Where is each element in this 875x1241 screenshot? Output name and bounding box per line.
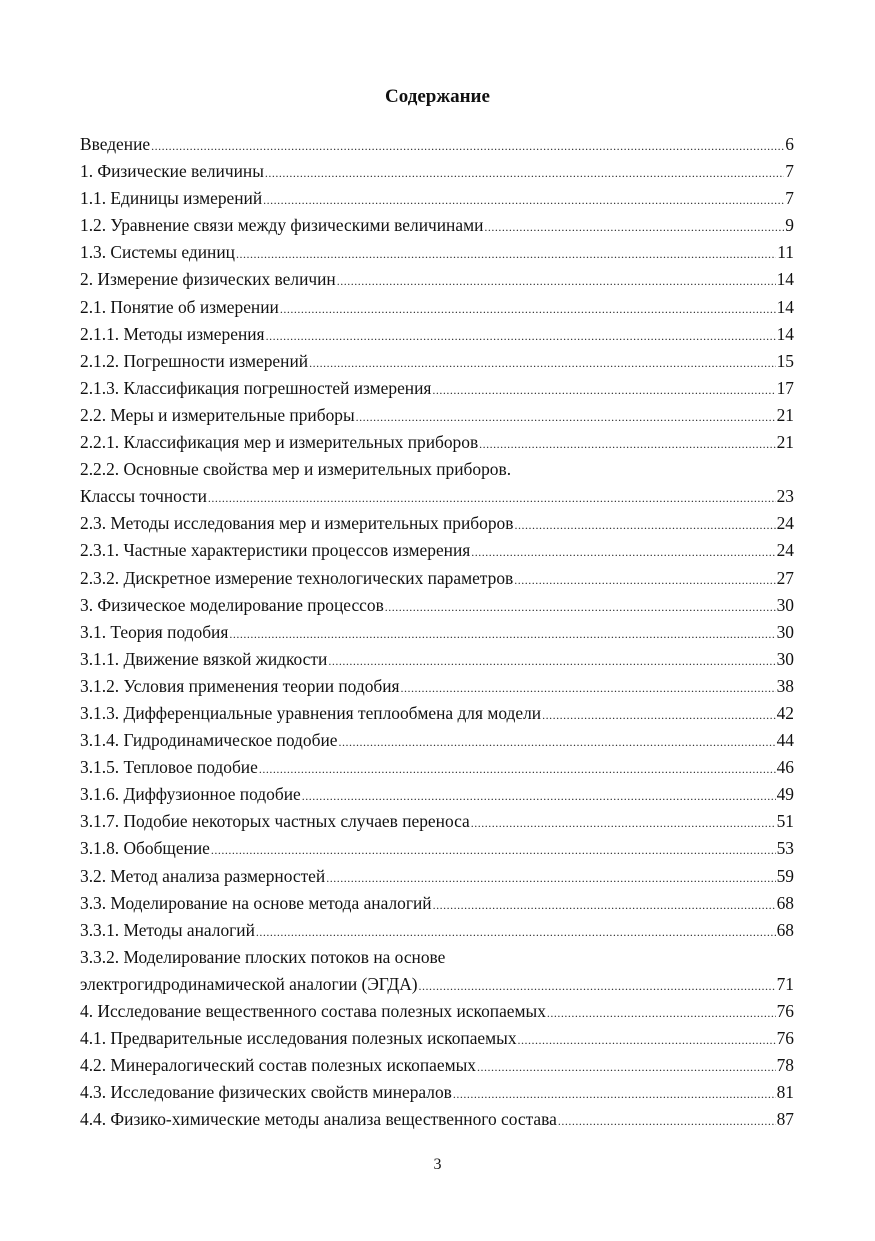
dot-leader	[265, 160, 784, 187]
toc-entry-title: 2.2. Меры и измерительные приборы	[80, 404, 355, 425]
page-number: 3	[433, 1156, 442, 1173]
toc-entry[interactable]	[80, 971, 794, 998]
toc-entry-title: 3.1.5. Тепловое подобие	[80, 757, 258, 778]
toc-entry[interactable]	[80, 700, 794, 727]
toc-entry-title: 4.1. Предварительные исследования полезных ископаемых	[80, 1028, 517, 1049]
dot-leader	[337, 268, 776, 295]
toc-entry-title: 3.1.3. Дифференциальные уравнения теплообмена для модели	[80, 702, 542, 723]
dot-leader	[266, 323, 776, 350]
toc-entry-page: 42	[776, 702, 794, 723]
toc-entry-title: 2.1.1. Методы измерения	[80, 323, 265, 344]
toc-entry-page: 21	[776, 404, 794, 425]
toc-entry-page: 68	[776, 892, 794, 913]
toc-entry[interactable]	[80, 266, 794, 293]
toc-entry-title: 2.1. Понятие об измерении	[80, 296, 279, 317]
dot-leader	[309, 350, 776, 377]
toc-entry-title: 3.2. Метод анализа размерностей	[80, 865, 326, 886]
dot-leader	[326, 865, 775, 892]
dot-leader	[484, 214, 784, 241]
toc-entry-page: 71	[776, 973, 794, 994]
toc-entry-title: 1.2. Уравнение связи между физическими величинами	[80, 215, 484, 236]
toc-entry-title: 3.1.6. Диффузионное подобие	[80, 784, 301, 805]
toc-entry[interactable]	[80, 185, 794, 212]
dot-leader	[479, 431, 775, 458]
toc-entry-title: 3.3. Моделирование на основе метода аналогий	[80, 892, 432, 913]
toc-entry-page: 23	[776, 486, 794, 507]
toc-entry-page: 59	[776, 865, 794, 886]
toc-entry-title: 4.2. Минералогический состав полезных ископаемых	[80, 1055, 476, 1076]
toc-entry-page: 38	[776, 675, 794, 696]
toc-entry-title: 2.3.1. Частные характеристики процессов измерения	[80, 540, 471, 561]
toc-entry[interactable]	[80, 754, 794, 781]
dot-leader	[256, 919, 776, 946]
dot-leader	[471, 539, 775, 566]
toc-entry-title: 3.3.1. Методы аналогий	[80, 919, 255, 940]
toc-entry[interactable]	[80, 835, 794, 862]
dot-leader	[263, 187, 784, 214]
toc-entry-title: 3.1.4. Гидродинамическое подобие	[80, 730, 338, 751]
toc-entry[interactable]	[80, 646, 794, 673]
toc-entry[interactable]	[80, 131, 794, 158]
toc-entry-page: 53	[776, 838, 794, 859]
toc-entry[interactable]	[80, 483, 794, 510]
toc-entry-title: 4.4. Физико-химические методы анализа вещественного состава	[80, 1109, 557, 1130]
dot-leader	[211, 837, 776, 864]
toc-entry-page: 27	[776, 567, 794, 588]
toc-entry-title: 3.1. Теория подобия	[80, 621, 229, 642]
dot-leader	[453, 1081, 776, 1108]
dot-leader	[433, 892, 776, 919]
toc-entry-page: 14	[776, 269, 794, 290]
toc-entry-title: 4. Исследование вещественного состава полезных ископаемых	[80, 1001, 546, 1021]
toc-entry-page: 24	[776, 540, 794, 561]
dot-leader	[280, 296, 776, 323]
toc-entry[interactable]	[80, 1079, 794, 1106]
toc-entry[interactable]	[80, 808, 794, 835]
dot-leader	[385, 594, 776, 621]
toc-entry-page: 17	[776, 377, 794, 398]
toc-entry-title: 2.1.3. Классификация погрешностей измерения	[80, 377, 432, 398]
toc-entry[interactable]	[80, 673, 794, 700]
toc-entry-page: 30	[776, 594, 794, 615]
toc-entry-page: 78	[776, 1055, 794, 1076]
toc-entry-title: 3.1.2. Условия применения теории подобия	[80, 675, 400, 696]
toc-entry[interactable]	[80, 239, 794, 266]
dot-leader	[514, 512, 775, 539]
toc-entry-title: 3.1.7. Подобие некоторых частных случаев переноса	[80, 811, 470, 832]
toc-entry-title: 2.2.2. Основные свойства мер и измерительных приборов.	[80, 459, 512, 480]
dot-leader	[432, 377, 775, 404]
dot-leader	[328, 648, 775, 675]
dot-leader	[514, 567, 775, 594]
toc-entry-title: 3.3.2. Моделирование плоских потоков на основе	[80, 946, 446, 967]
toc-entry-title: 1.3. Системы единиц	[80, 242, 235, 263]
dot-leader	[302, 783, 776, 810]
dot-leader	[477, 1054, 776, 1081]
toc-entry-page: 30	[776, 648, 794, 669]
toc-entry[interactable]	[80, 537, 794, 564]
toc-entry[interactable]	[80, 565, 794, 592]
toc-entry-page: 6	[785, 134, 794, 154]
toc-entry-page: 7	[785, 188, 794, 209]
dot-leader	[558, 1108, 776, 1135]
toc-entry[interactable]	[80, 1106, 794, 1133]
page-title: Содержание	[385, 86, 490, 107]
dot-leader	[151, 133, 784, 160]
toc-entry[interactable]	[80, 158, 794, 185]
toc-entry-page: 81	[776, 1082, 794, 1103]
toc-entry[interactable]	[80, 890, 794, 917]
table-of-contents	[80, 131, 794, 1133]
toc-entry-title: 3.1.8. Обобщение	[80, 838, 210, 859]
toc-entry-title: Введение	[80, 134, 151, 154]
toc-entry[interactable]	[80, 863, 794, 890]
dot-leader	[401, 675, 776, 702]
dot-leader	[229, 621, 775, 648]
toc-entry[interactable]	[80, 375, 794, 402]
dot-leader	[236, 241, 776, 268]
toc-entry[interactable]	[80, 510, 794, 537]
toc-entry-page: 7	[785, 161, 794, 182]
toc-entry-title: 3. Физическое моделирование процессов	[80, 594, 384, 615]
toc-entry[interactable]	[80, 1052, 794, 1079]
dot-leader	[419, 973, 776, 1000]
toc-entry-page: 24	[776, 513, 794, 534]
toc-entry-page: 11	[777, 242, 794, 263]
toc-entry[interactable]	[80, 619, 794, 646]
toc-entry-page: 15	[776, 350, 794, 371]
toc-entry[interactable]	[80, 727, 794, 754]
toc-entry-title: Классы точности	[80, 486, 207, 507]
toc-entry-page: 76	[776, 1001, 794, 1021]
dot-leader	[338, 729, 775, 756]
dot-leader	[542, 702, 776, 729]
toc-entry[interactable]	[80, 1025, 794, 1052]
toc-entry[interactable]	[80, 456, 794, 483]
toc-entry[interactable]	[80, 917, 794, 944]
toc-entry-title: 2.1.2. Погрешности измерений	[80, 350, 309, 371]
toc-entry-page: 68	[776, 919, 794, 940]
toc-entry[interactable]	[80, 402, 794, 429]
toc-entry-page: 14	[776, 323, 794, 344]
toc-entry-title: электрогидродинамической аналогии (ЭГДА)	[80, 973, 418, 994]
toc-entry-title: 1.1. Единицы измерений	[80, 188, 263, 209]
toc-entry[interactable]	[80, 592, 794, 619]
toc-entry[interactable]	[80, 998, 794, 1025]
toc-entry-title: 2.3.2. Дискретное измерение технологических параметров	[80, 567, 514, 588]
toc-entry-page: 9	[785, 215, 794, 236]
toc-entry-title: 2.2.1. Классификация мер и измерительных приборов	[80, 432, 479, 453]
toc-entry-title: 1. Физические величины	[80, 161, 264, 182]
toc-entry[interactable]	[80, 348, 794, 375]
toc-entry-page: 44	[776, 730, 794, 751]
toc-entry-title: 2. Измерение физических величин	[80, 269, 336, 290]
toc-entry-title: 3.1.1. Движение вязкой жидкости	[80, 648, 328, 669]
dot-leader	[518, 1027, 776, 1054]
toc-entry-page: 46	[776, 757, 794, 778]
toc-entry[interactable]	[80, 212, 794, 239]
dot-leader	[259, 756, 776, 783]
toc-entry-page: 14	[776, 296, 794, 317]
toc-entry[interactable]	[80, 944, 794, 971]
toc-entry[interactable]	[80, 781, 794, 808]
toc-entry-page: 30	[776, 621, 794, 642]
toc-entry-page: 21	[776, 432, 794, 453]
dot-leader	[547, 1000, 776, 1027]
toc-entry-page: 49	[776, 784, 794, 805]
dot-leader	[471, 810, 776, 837]
toc-entry[interactable]	[80, 294, 794, 321]
toc-entry[interactable]	[80, 429, 794, 456]
toc-entry[interactable]	[80, 321, 794, 348]
toc-entry-page: 76	[776, 1028, 794, 1049]
toc-entry-page: 51	[776, 811, 794, 832]
dot-leader	[356, 404, 776, 431]
toc-entry-title: 2.3. Методы исследования мер и измерительных приборов	[80, 513, 514, 534]
dot-leader	[208, 485, 776, 512]
toc-entry-title: 4.3. Исследование физических свойств минералов	[80, 1082, 452, 1103]
toc-entry-page: 87	[776, 1109, 794, 1130]
